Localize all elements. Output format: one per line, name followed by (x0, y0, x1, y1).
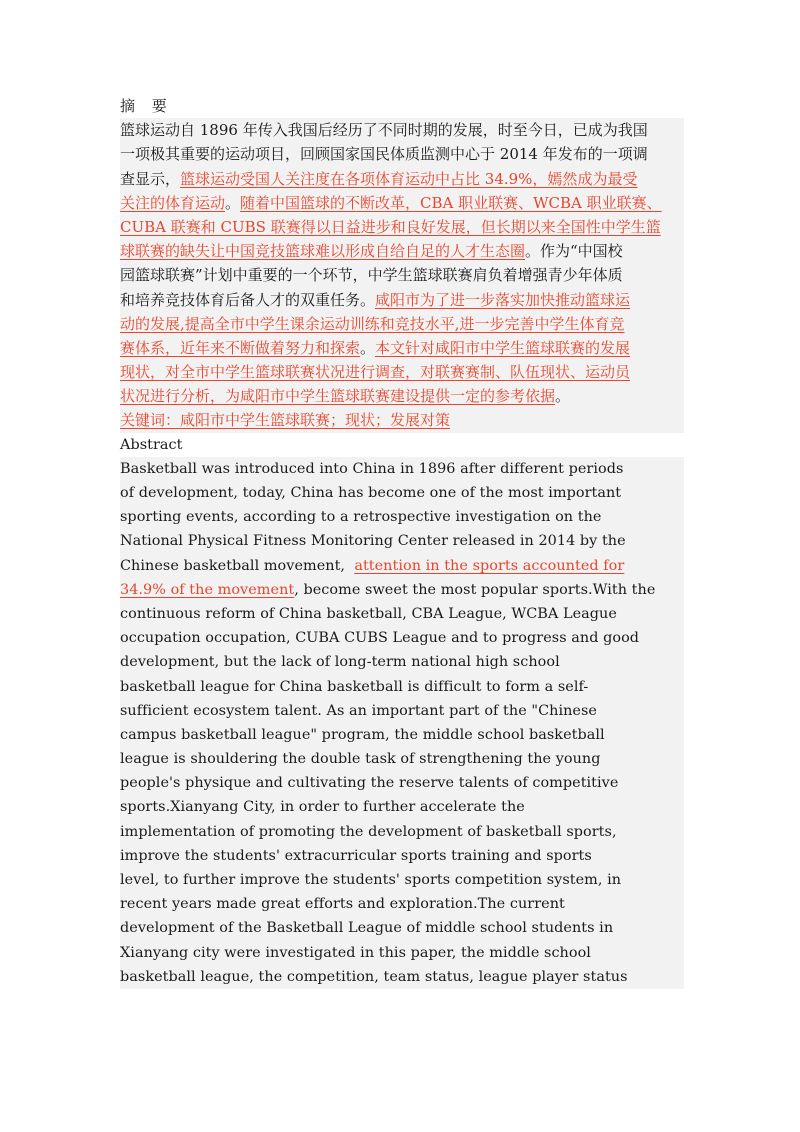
cn-text: 。 (360, 338, 376, 357)
en-line (120, 965, 684, 989)
en-text: improve the students' extracurricular sports training and sports (120, 847, 592, 864)
highlighted-text: 随着中国篮球的不断改革，CBA 职业联赛、WCBA 职业联赛、 (240, 193, 662, 212)
highlighted-text: 状况进行分析，为咸阳市中学生篮球联赛建设提供一定的参考依据 (120, 387, 556, 406)
en-text: league is shouldering the double task of strengthening the young (120, 751, 601, 768)
cn-text: 查显示， (120, 169, 181, 188)
highlighted-text: 篮球运动受国人关注度在各项体育运动中占比 34.9%，嫣然成为最受 (180, 169, 638, 188)
en-text: people's physique and cultivating the reserve talents of competitive (120, 775, 619, 792)
en-text: development of the Basketball League of middle school students in (120, 920, 614, 937)
highlighted-text: attention in the sports accounted for (354, 557, 625, 574)
en-line (120, 578, 684, 602)
en-line (120, 747, 684, 771)
cn-text: 。作为“中国校 (525, 242, 623, 261)
cn-text: 和培养竞技体育后备人才的双重任务。 (120, 290, 376, 309)
en-line (120, 554, 684, 578)
en-text: continuous reform of China basketball, CBA League, WCBA League (120, 605, 617, 622)
highlighted-text: 动的发展,提高全市中学生课余运动训练和竞技水平,进一步完善中学生体育竞 (120, 314, 625, 333)
highlighted-text: 34.9% of the movement (120, 581, 295, 598)
highlighted-text: 咸阳市为了进一步落实加快推动篮球运 (375, 290, 631, 309)
en-line (120, 699, 684, 723)
cn-line (120, 360, 684, 384)
en-line (120, 868, 684, 892)
en-text: , become sweet the most popular sports.With the (294, 581, 656, 598)
cn-text: 。 (225, 193, 241, 212)
highlighted-text: 球联赛的缺失让中国竞技篮球难以形成自给自足的人才生态圈 (120, 242, 526, 261)
en-line (120, 723, 684, 747)
highlighted-text: CUBA 联赛和 CUBS 联赛得以日益进步和良好发展，但长期以来全国性中学生篮 (120, 217, 661, 236)
abstract-heading-en: Abstract (120, 436, 183, 453)
keywords: 关键词：咸阳市中学生篮球联赛；现状；发展对策 (120, 411, 451, 430)
highlighted-text: 赛体系，近年来不断做着努力和探索 (120, 338, 361, 357)
en-line (120, 626, 684, 650)
en-text: sporting events, according to a retrospective investigation on the (120, 509, 602, 526)
highlighted-text: 关注的体育运动 (120, 193, 226, 212)
en-text: Basketball was introduced into China in 1896 after different periods (120, 460, 624, 477)
en-line (120, 481, 684, 505)
cn-line (120, 263, 684, 287)
en-text: of development, today, China has become one of the most important (120, 485, 622, 501)
cn-line (120, 288, 684, 312)
en-line (120, 457, 684, 481)
en-line (120, 795, 684, 819)
cn-text: 园篮球联赛”计划中重要的一个环节，中学生篮球联赛肩负着增强青少年体质 (120, 266, 623, 285)
en-text: development, but the lack of long-term national high school (120, 654, 560, 671)
cn-line (120, 239, 684, 263)
cn-line (120, 191, 684, 215)
en-line (120, 505, 684, 529)
en-line (120, 941, 684, 965)
cn-text: 篮球运动自 1896 年传入我国后经历了不同时期的发展，时至今日，已成为我国 (120, 121, 648, 140)
en-text: Xianyang city were investigated in this paper, the middle school (120, 944, 591, 961)
en-line (120, 650, 684, 674)
en-line (120, 675, 684, 699)
en-text: campus basketball league" program, the middle school basketball (120, 726, 605, 743)
highlighted-text: 本文针对咸阳市中学生篮球联赛的发展 (375, 338, 631, 357)
en-line (120, 602, 684, 626)
cn-line (120, 336, 684, 360)
cn-line (120, 167, 684, 191)
en-text: National Physical Fitness Monitoring Center released in 2014 by the (120, 533, 626, 550)
cn-line (120, 384, 684, 408)
cn-text: 一项极其重要的运动项目，回顾国家国民体质监测中心于 2014 年发布的一项调 (120, 145, 648, 164)
en-text: occupation occupation, CUBA CUBS League and to progress and good (120, 630, 640, 647)
en-line (120, 916, 684, 940)
en-line (120, 892, 684, 916)
en-line (120, 529, 684, 553)
en-line (120, 844, 684, 868)
en-text: sports.Xianyang City, in order to further accelerate the (120, 799, 525, 816)
en-text: basketball league for China basketball is difficult to form a self- (120, 678, 589, 695)
cn-text: 。 (555, 387, 571, 406)
en-text: Chinese basketball movement, (120, 557, 355, 574)
en-text: level, to further improve the students' sports competition system, in (120, 872, 622, 888)
en-text: implementation of promoting the development of basketball sports, (120, 823, 617, 840)
en-line (120, 820, 684, 844)
cn-line (120, 215, 684, 239)
en-line (120, 771, 684, 795)
cn-line (120, 142, 684, 166)
en-text: sufficient ecosystem talent. As an important part of the "Chinese (120, 702, 597, 719)
highlighted-text: 现状，对全市中学生篮球联赛状况进行调查，对联赛赛制、队伍现状、运动员 (120, 363, 631, 382)
abstract-heading-cn: 摘 要 (120, 97, 173, 115)
cn-line (120, 312, 684, 336)
document-page (120, 94, 684, 989)
keywords-line (120, 408, 684, 432)
en-text: basketball league, the competition, team status, league player status (120, 968, 628, 985)
en-text: recent years made great efforts and exploration.The current (120, 896, 565, 913)
cn-line (120, 118, 684, 142)
